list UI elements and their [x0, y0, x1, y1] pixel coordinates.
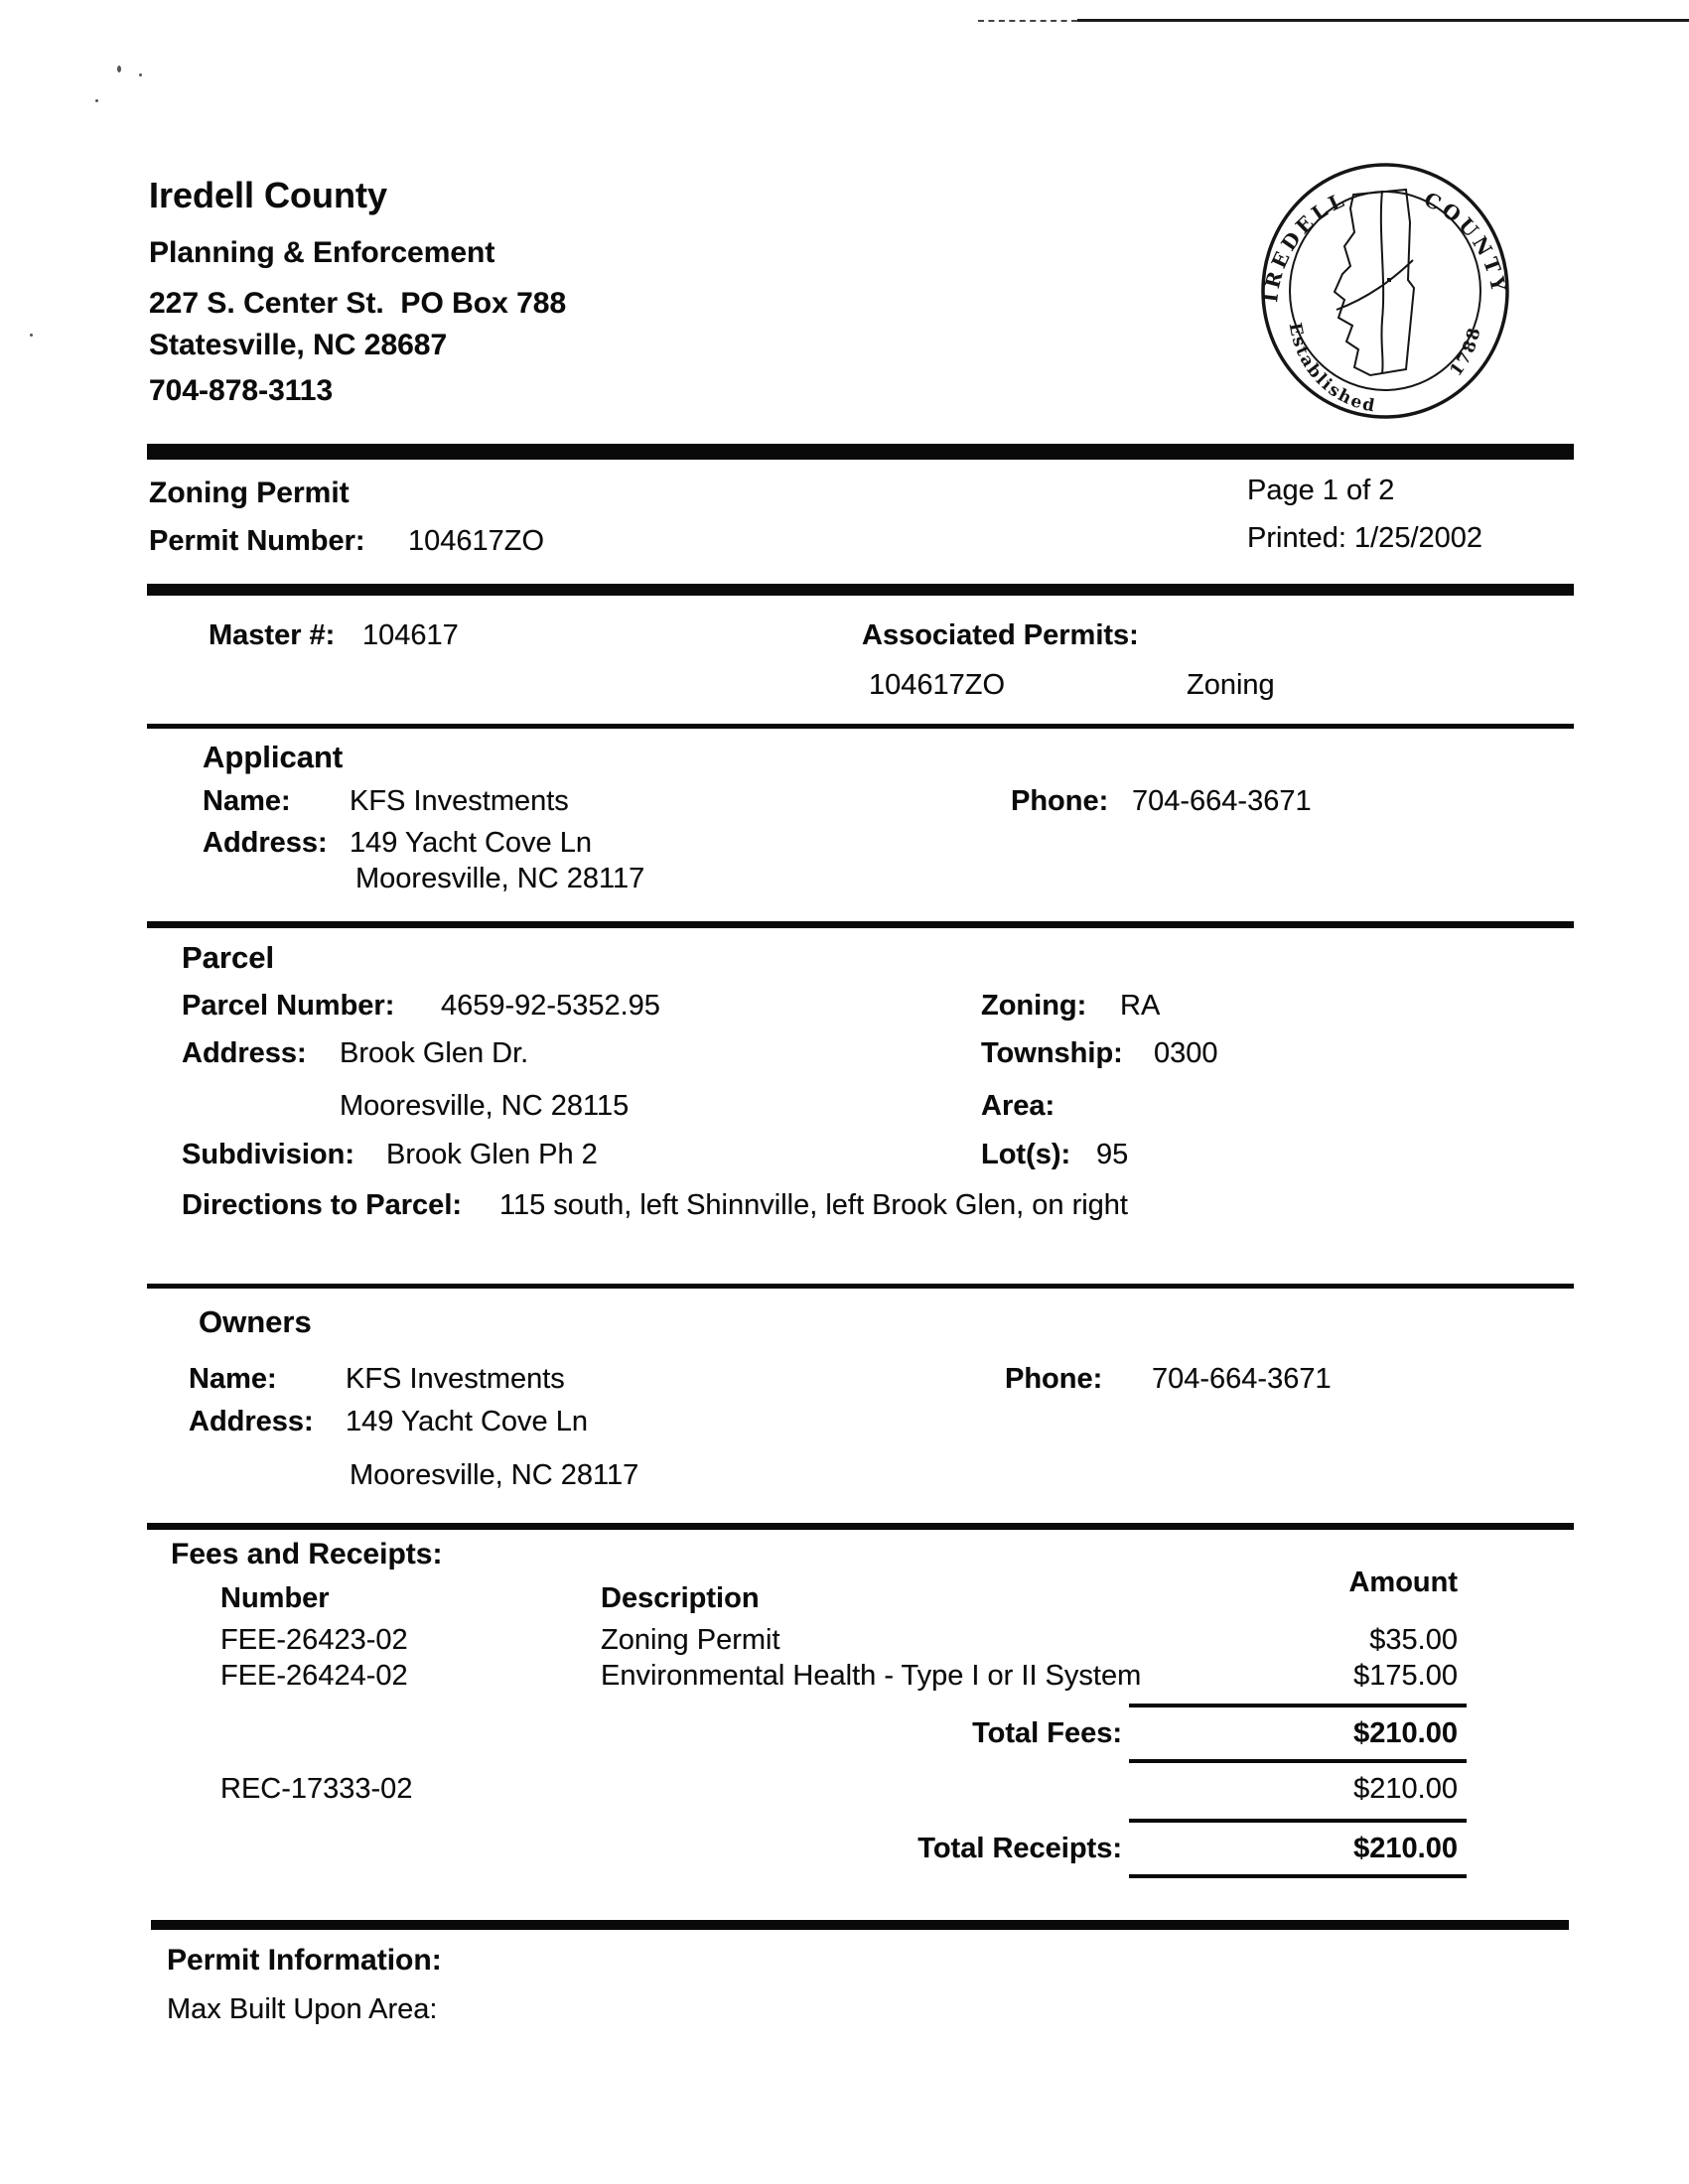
seal-text-county: COUNTY: [1420, 187, 1512, 298]
receipts-rule-top: [1129, 1819, 1467, 1823]
parcel-zoning-label: Zoning:: [981, 990, 1087, 1022]
parcel-area-label: Area:: [981, 1090, 1056, 1122]
parcel-heading: Parcel: [182, 940, 275, 975]
parcel-township-label: Township:: [981, 1037, 1123, 1069]
parcel-number-label: Parcel Number:: [182, 990, 395, 1022]
scan-edge-line: [1077, 19, 1689, 22]
max-built-upon-area-label: Max Built Upon Area:: [167, 1993, 438, 2025]
fees-heading: Fees and Receipts:: [171, 1538, 443, 1570]
applicant-address-line2: Mooresville, NC 28117: [355, 863, 645, 894]
permit-number-label: Permit Number:: [149, 525, 365, 557]
fee-row-amount: $175.00: [1353, 1660, 1458, 1692]
total-fees-label: Total Fees:: [972, 1717, 1122, 1749]
owners-address-line2: Mooresville, NC 28117: [350, 1459, 639, 1491]
parcel-township-value: 0300: [1154, 1037, 1218, 1069]
scan-edge-dashes: [978, 20, 1077, 22]
scan-speck: [117, 66, 121, 72]
seal-outer-ring: [1263, 165, 1507, 417]
total-receipts-label: Total Receipts:: [917, 1833, 1122, 1864]
seal-text-established: Established: [1284, 321, 1378, 417]
owners-address-label: Address:: [189, 1406, 314, 1437]
parcel-lots-label: Lot(s):: [981, 1139, 1071, 1170]
fees-col-number: Number: [220, 1582, 330, 1614]
master-number-value: 104617: [362, 619, 459, 651]
parcel-subdivision-value: Brook Glen Ph 2: [386, 1139, 598, 1170]
divider-applicant: [147, 921, 1574, 928]
total-receipts-value: $210.00: [1353, 1833, 1458, 1864]
org-city: Statesville, NC 28687: [149, 329, 448, 361]
fee-row-amount: $35.00: [1369, 1624, 1458, 1656]
applicant-phone-value: 704-664-3671: [1132, 785, 1312, 817]
permit-info-heading: Permit Information:: [167, 1944, 442, 1977]
seal-text-iredell: IREDELL: [1258, 186, 1351, 304]
fee-row-description: Environmental Health - Type I or II System: [601, 1660, 1142, 1692]
applicant-heading: Applicant: [203, 740, 344, 774]
parcel-number-value: 4659-92-5352.95: [441, 990, 660, 1022]
total-fees-rule-top: [1129, 1704, 1467, 1707]
org-street: 227 S. Center St. PO Box 788: [149, 287, 567, 320]
parcel-subdivision-label: Subdivision:: [182, 1139, 354, 1170]
printed-date: Printed: 1/25/2002: [1247, 522, 1483, 554]
owners-phone-label: Phone:: [1005, 1363, 1103, 1395]
master-number-label: Master #:: [209, 619, 336, 651]
applicant-address-label: Address:: [203, 827, 328, 859]
permit-number-value: 104617ZO: [408, 525, 545, 557]
doc-title: Zoning Permit: [149, 477, 350, 509]
scan-speck: [95, 99, 98, 102]
associated-permits-label: Associated Permits:: [862, 619, 1139, 651]
divider-master: [147, 724, 1574, 729]
applicant-name-value: KFS Investments: [350, 785, 569, 817]
seal-county-map: [1335, 190, 1414, 375]
fees-col-description: Description: [601, 1582, 760, 1614]
owners-heading: Owners: [199, 1304, 312, 1339]
receipt-amount: $210.00: [1353, 1773, 1458, 1805]
divider-owners: [147, 1523, 1574, 1530]
parcel-directions-value: 115 south, left Shinnville, left Brook Glen, on right: [499, 1189, 1128, 1221]
fee-row-number: FEE-26423-02: [220, 1624, 408, 1656]
parcel-address-label: Address:: [182, 1037, 307, 1069]
owners-address-line1: 149 Yacht Cove Ln: [346, 1406, 588, 1437]
applicant-address-line1: 149 Yacht Cove Ln: [350, 827, 592, 859]
receipts-rule-bottom: [1129, 1874, 1467, 1878]
parcel-zoning-value: RA: [1120, 990, 1161, 1022]
owners-name-value: KFS Investments: [346, 1363, 565, 1395]
receipt-number: REC-17333-02: [220, 1773, 413, 1805]
parcel-lots-value: 95: [1096, 1139, 1129, 1170]
parcel-address-line2: Mooresville, NC 28115: [340, 1090, 630, 1122]
seal-text-1788: 1788: [1446, 324, 1485, 381]
org-phone: 704-878-3113: [149, 374, 334, 407]
total-fees-value: $210.00: [1353, 1717, 1458, 1749]
parcel-directions-label: Directions to Parcel:: [182, 1189, 463, 1221]
county-seal: [1257, 159, 1513, 423]
associated-permit-type: Zoning: [1187, 669, 1275, 701]
owners-phone-value: 704-664-3671: [1152, 1363, 1332, 1395]
divider-heavy-2: [147, 584, 1574, 596]
divider-parcel: [147, 1284, 1574, 1289]
org-name: Iredell County: [149, 175, 388, 215]
divider-heavy-bottom: [151, 1920, 1569, 1930]
owners-name-label: Name:: [189, 1363, 277, 1395]
associated-permit-number: 104617ZO: [869, 669, 1006, 701]
applicant-phone-label: Phone:: [1011, 785, 1109, 817]
applicant-name-label: Name:: [203, 785, 291, 817]
parcel-address-line1: Brook Glen Dr.: [340, 1037, 529, 1069]
divider-heavy-top: [147, 444, 1574, 460]
total-fees-rule-bottom: [1129, 1759, 1467, 1763]
page-indicator: Page 1 of 2: [1247, 475, 1395, 506]
scan-speck: [139, 73, 142, 76]
scan-speck: [30, 334, 33, 337]
fee-row-description: Zoning Permit: [601, 1624, 780, 1656]
fee-row-number: FEE-26424-02: [220, 1660, 408, 1692]
org-dept: Planning & Enforcement: [149, 236, 495, 269]
fees-col-amount: Amount: [1348, 1567, 1458, 1598]
